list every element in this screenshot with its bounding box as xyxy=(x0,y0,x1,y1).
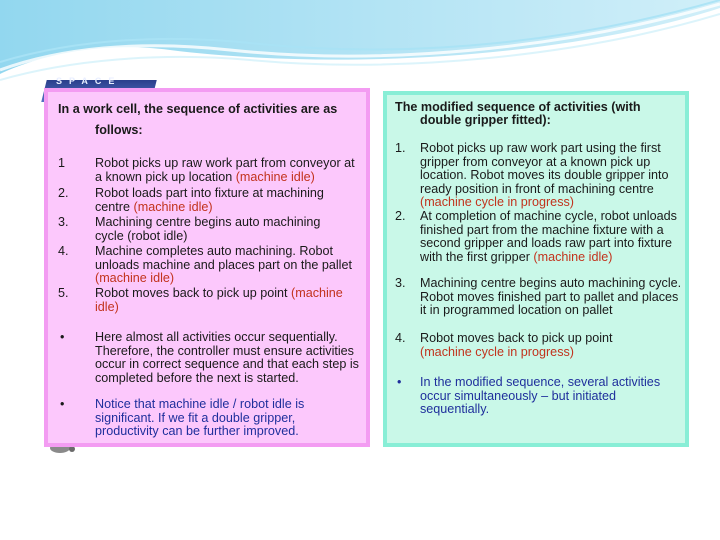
left-item-1-text: Robot picks up raw work part from conveyor at a known pick up location xyxy=(95,156,355,184)
left-bullet-1-marker: • xyxy=(60,330,65,344)
right-item-3 xyxy=(420,277,682,318)
right-item-2-number: 2. xyxy=(395,209,406,223)
left-item-5-number: 5. xyxy=(58,286,69,300)
right-item-4-text: Robot moves back to pick up point xyxy=(420,331,613,345)
left-item-2 xyxy=(95,187,355,214)
right-bullet-text: In the modified sequence, several activities occur simultaneously – but initiated sequentially. xyxy=(420,375,661,417)
left-heading-line-1: In a work cell, the sequence of activities are as xyxy=(58,102,338,116)
right-item-3-number: 3. xyxy=(395,276,406,290)
right-item-1 xyxy=(420,142,682,210)
right-item-4 xyxy=(420,332,665,359)
left-item-1-note: (machine idle) xyxy=(235,169,315,184)
right-item-2-text: At completion of machine cycle, robot unloads finished part from the machine fixture with a second gripper and loads raw part into fixture with the first gripper xyxy=(420,209,677,264)
right-heading-line-1: The modified sequence of activities (with xyxy=(395,100,641,114)
left-item-3 xyxy=(95,216,350,243)
left-panel xyxy=(44,88,370,447)
left-item-5-text: Robot moves back to pick up point xyxy=(95,286,292,300)
left-item-1-number: 1 xyxy=(58,156,66,170)
logo-text: SPACE xyxy=(56,76,122,86)
left-bullet-1-text: Here almost all activities occur sequentially. Therefore, the controller must ensure activities occur in correct sequence and that each step is completed before the next is started. xyxy=(95,330,359,385)
right-panel xyxy=(383,91,689,447)
left-bullet-2-text: Notice that machine idle / robot idle is significant. If we fit a double gripper, productivity can be further improved. xyxy=(95,397,305,439)
left-item-2-number: 2. xyxy=(58,186,69,200)
left-item-3-number: 3. xyxy=(58,215,69,229)
right-heading-line-2: double gripper fitted): xyxy=(420,113,551,127)
right-item-3-text: Machining centre begins auto machining cycle. Robot moves finished part to pallet and places it in programmed location on pallet xyxy=(420,276,682,318)
left-item-4 xyxy=(95,245,357,286)
right-item-1-text: Robot picks up raw work part using the first gripper from conveyor at a known pick up location. Robot moves its double gripper into ready position in front of machining centre xyxy=(420,141,669,196)
left-item-2-text: Robot loads part into fixture at machining centre xyxy=(95,186,324,214)
right-item-4-number: 4. xyxy=(395,331,406,345)
right-item-1-number: 1. xyxy=(395,141,406,155)
left-item-5-note: (machine idle) xyxy=(95,286,343,314)
right-item-2-note: (machine idle) xyxy=(533,249,613,264)
left-item-3-text: Machining centre begins auto machining cycle (robot idle) xyxy=(95,215,321,243)
left-heading-line-2: follows: xyxy=(95,123,143,137)
left-item-1 xyxy=(95,157,365,184)
right-bullet-marker: • xyxy=(397,375,402,389)
left-bullet-2-marker: • xyxy=(60,397,65,411)
left-item-4-number: 4. xyxy=(58,244,69,258)
left-item-4-text: Machine completes auto machining. Robot unloads machine and places part on the pallet xyxy=(95,244,352,272)
left-item-2-note: (machine idle) xyxy=(133,199,213,214)
left-item-4-note: (machine idle) xyxy=(95,271,175,286)
right-item-1-note: (machine cycle in progress) xyxy=(420,195,574,210)
right-item-4-note: (machine cycle in progress) xyxy=(420,344,574,359)
right-item-2 xyxy=(420,210,682,264)
left-item-5 xyxy=(95,287,363,314)
